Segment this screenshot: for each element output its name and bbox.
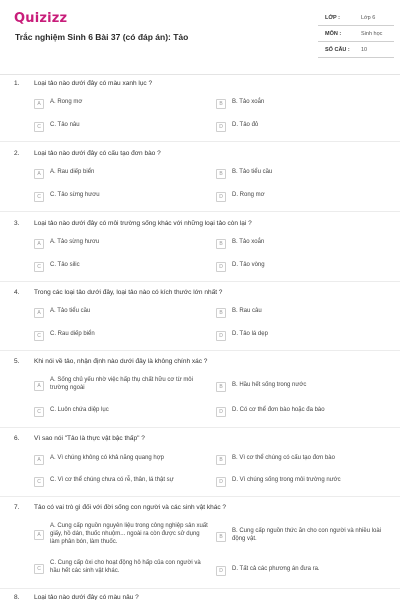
option-text: A. Rong mơ <box>50 99 83 105</box>
meta-grade-value: Lớp 6 <box>361 15 376 21</box>
option-letter-a: A <box>34 99 44 109</box>
option-c[interactable] <box>34 261 204 275</box>
question-number: 5. <box>14 358 20 365</box>
option-b[interactable] <box>216 238 386 252</box>
option-text: C. Vì cơ thể chúng chưa có rễ, thân, lá thật sự <box>50 477 174 483</box>
option-a[interactable] <box>34 98 204 112</box>
question-number: 1. <box>14 80 20 87</box>
option-text: C. Rau diếp biển <box>50 331 95 337</box>
option-d[interactable] <box>216 476 392 490</box>
option-text: B. Hầu hết sống trong nước <box>232 382 307 388</box>
question-number: 2. <box>14 150 20 157</box>
option-text: C. Cung cấp ôxi cho hoạt động hô hấp của con người và hầu hết các sinh vật khác. <box>50 560 201 574</box>
option-text: B. Rau câu <box>232 308 262 314</box>
question-text: Loại tảo nào dưới đây có cấu tạo đơn bào ? <box>34 150 161 157</box>
option-text: A. Cung cấp nguồn nguyên liệu trong công nghiệp sản xuất giấy, hồ dán, thuốc nhuộm... ngoài ra còn được sử dụng làm phân bón, làm thuốc. <box>50 523 208 545</box>
option-c[interactable] <box>34 121 204 135</box>
question-divider <box>0 281 400 282</box>
option-letter-d: D <box>216 566 226 576</box>
question-divider <box>0 588 400 589</box>
option-b[interactable] <box>216 98 386 112</box>
option-a[interactable] <box>34 376 204 398</box>
option-letter-b: B <box>216 239 226 249</box>
option-text: A. Vì chúng không có khả năng quang hợp <box>50 455 165 461</box>
question-text: Loại tảo nào dưới đây có môi trường sống khác với những loại tảo còn lại ? <box>34 220 252 227</box>
option-text: D. Tất cả các phương án đưa ra. <box>232 566 320 572</box>
option-letter-b: B <box>216 382 226 392</box>
option-b[interactable] <box>216 454 392 468</box>
question-divider <box>0 496 400 497</box>
option-letter-a: A <box>34 455 44 465</box>
option-b[interactable] <box>216 307 386 321</box>
option-text: C. Luôn chứa diệp lục <box>50 407 109 413</box>
question-8 <box>0 594 400 600</box>
option-c[interactable] <box>34 559 210 581</box>
question-text: Trong các loại tảo dưới đây, loại tảo nào có kích thước lớn nhất ? <box>34 289 223 296</box>
question-divider <box>0 427 400 428</box>
option-letter-c: C <box>34 122 44 132</box>
option-letter-c: C <box>34 564 44 574</box>
option-text: D. Rong mơ <box>232 192 265 198</box>
option-d[interactable] <box>216 261 386 275</box>
option-text: B. Tảo xoắn <box>232 99 265 105</box>
option-letter-b: B <box>216 99 226 109</box>
question-divider <box>0 211 400 212</box>
option-text: A. Tảo tiểu cầu <box>50 308 91 314</box>
meta-count-label: SỐ CÂU : <box>325 47 350 53</box>
option-letter-d: D <box>216 331 226 341</box>
question-text: Vì sao nói "Tảo là thực vật bậc thấp" ? <box>34 435 145 442</box>
option-d[interactable] <box>216 406 386 420</box>
option-letter-b: B <box>216 308 226 318</box>
option-text: D. Tảo đỏ <box>232 122 259 128</box>
meta-count-value: 10 <box>361 47 368 53</box>
page-title: Trắc nghiệm Sinh 6 Bài 37 (có đáp án): Tảo <box>15 32 189 42</box>
option-c[interactable] <box>34 476 210 490</box>
meta-subject-value: Sinh học <box>361 31 383 37</box>
option-d[interactable] <box>216 121 386 135</box>
option-letter-a: A <box>34 239 44 249</box>
option-a[interactable] <box>34 238 204 252</box>
option-b[interactable] <box>216 168 386 182</box>
question-text: Loại tảo nào dưới đây có màu nâu ? <box>34 594 139 600</box>
option-letter-b: B <box>216 532 226 542</box>
meta-count <box>318 44 394 58</box>
option-letter-d: D <box>216 192 226 202</box>
meta-grade-label: LỚP : <box>325 15 340 21</box>
option-letter-c: C <box>34 331 44 341</box>
option-text: B. Tảo xoắn <box>232 239 265 245</box>
option-text: D. Vì chúng sống trong môi trường nước <box>232 477 341 483</box>
option-a[interactable] <box>34 307 204 321</box>
option-d[interactable] <box>216 191 386 205</box>
question-number: 3. <box>14 220 20 227</box>
question-text: Khi nói về tảo, nhận định nào dưới đây là không chính xác ? <box>34 358 208 365</box>
option-b[interactable] <box>216 381 386 395</box>
option-a[interactable] <box>34 454 210 468</box>
option-text: C. Tảo sừng hươu <box>50 192 100 198</box>
quizizz-logo: Quizizz <box>14 11 68 26</box>
question-number: 6. <box>14 435 20 442</box>
option-a[interactable] <box>34 168 204 182</box>
option-letter-a: A <box>34 530 44 540</box>
option-text: D. Có cơ thể đơn bào hoặc đa bào <box>232 407 325 413</box>
option-letter-d: D <box>216 407 226 417</box>
meta-subject-label: MÔN : <box>325 31 342 37</box>
option-letter-a: A <box>34 169 44 179</box>
option-text: A. Tảo sừng hươu <box>50 239 100 245</box>
question-number: 4. <box>14 289 20 296</box>
option-c[interactable] <box>34 406 204 420</box>
option-letter-d: D <box>216 262 226 272</box>
option-letter-d: D <box>216 477 226 487</box>
option-letter-c: C <box>34 477 44 487</box>
option-letter-b: B <box>216 455 226 465</box>
option-letter-a: A <box>34 381 44 391</box>
option-letter-c: C <box>34 407 44 417</box>
question-number: 8. <box>14 594 20 600</box>
option-b[interactable] <box>216 527 392 549</box>
option-text: A. Rau diếp biển <box>50 169 95 175</box>
question-divider <box>0 141 400 142</box>
question-text: Loại tảo nào dưới đây có màu xanh lục ? <box>34 80 153 87</box>
option-text: B. Tảo tiểu cầu <box>232 169 273 175</box>
option-a[interactable] <box>34 522 210 550</box>
option-c[interactable] <box>34 191 204 205</box>
option-letter-b: B <box>216 169 226 179</box>
option-text: C. Tảo nâu <box>50 122 80 128</box>
option-text: B. Vì cơ thể chúng có cấu tạo đơn bào <box>232 455 335 461</box>
option-d[interactable] <box>216 330 386 344</box>
option-d[interactable] <box>216 565 392 579</box>
meta-subject <box>318 28 394 42</box>
option-text: A. Sống chủ yếu nhờ việc hấp thụ chất hữu cơ từ môi trường ngoài <box>50 377 193 391</box>
question-number: 7. <box>14 504 20 511</box>
header-divider <box>0 74 400 75</box>
option-letter-c: C <box>34 192 44 202</box>
question-divider <box>0 350 400 351</box>
option-letter-d: D <box>216 122 226 132</box>
option-letter-a: A <box>34 308 44 318</box>
document-header <box>0 0 400 72</box>
question-text: Tảo có vai trò gì đối với đời sống con người và các sinh vật khác ? <box>34 504 227 511</box>
option-text: C. Tảo silic <box>50 262 80 268</box>
option-text: D. Tảo vòng <box>232 262 265 268</box>
option-c[interactable] <box>34 330 204 344</box>
option-text: D. Tảo lá dẹp <box>232 331 268 337</box>
meta-grade <box>318 12 394 26</box>
option-text: B. Cung cấp nguồn thức ăn cho con người và nhiều loài động vật. <box>232 528 382 542</box>
option-letter-c: C <box>34 262 44 272</box>
